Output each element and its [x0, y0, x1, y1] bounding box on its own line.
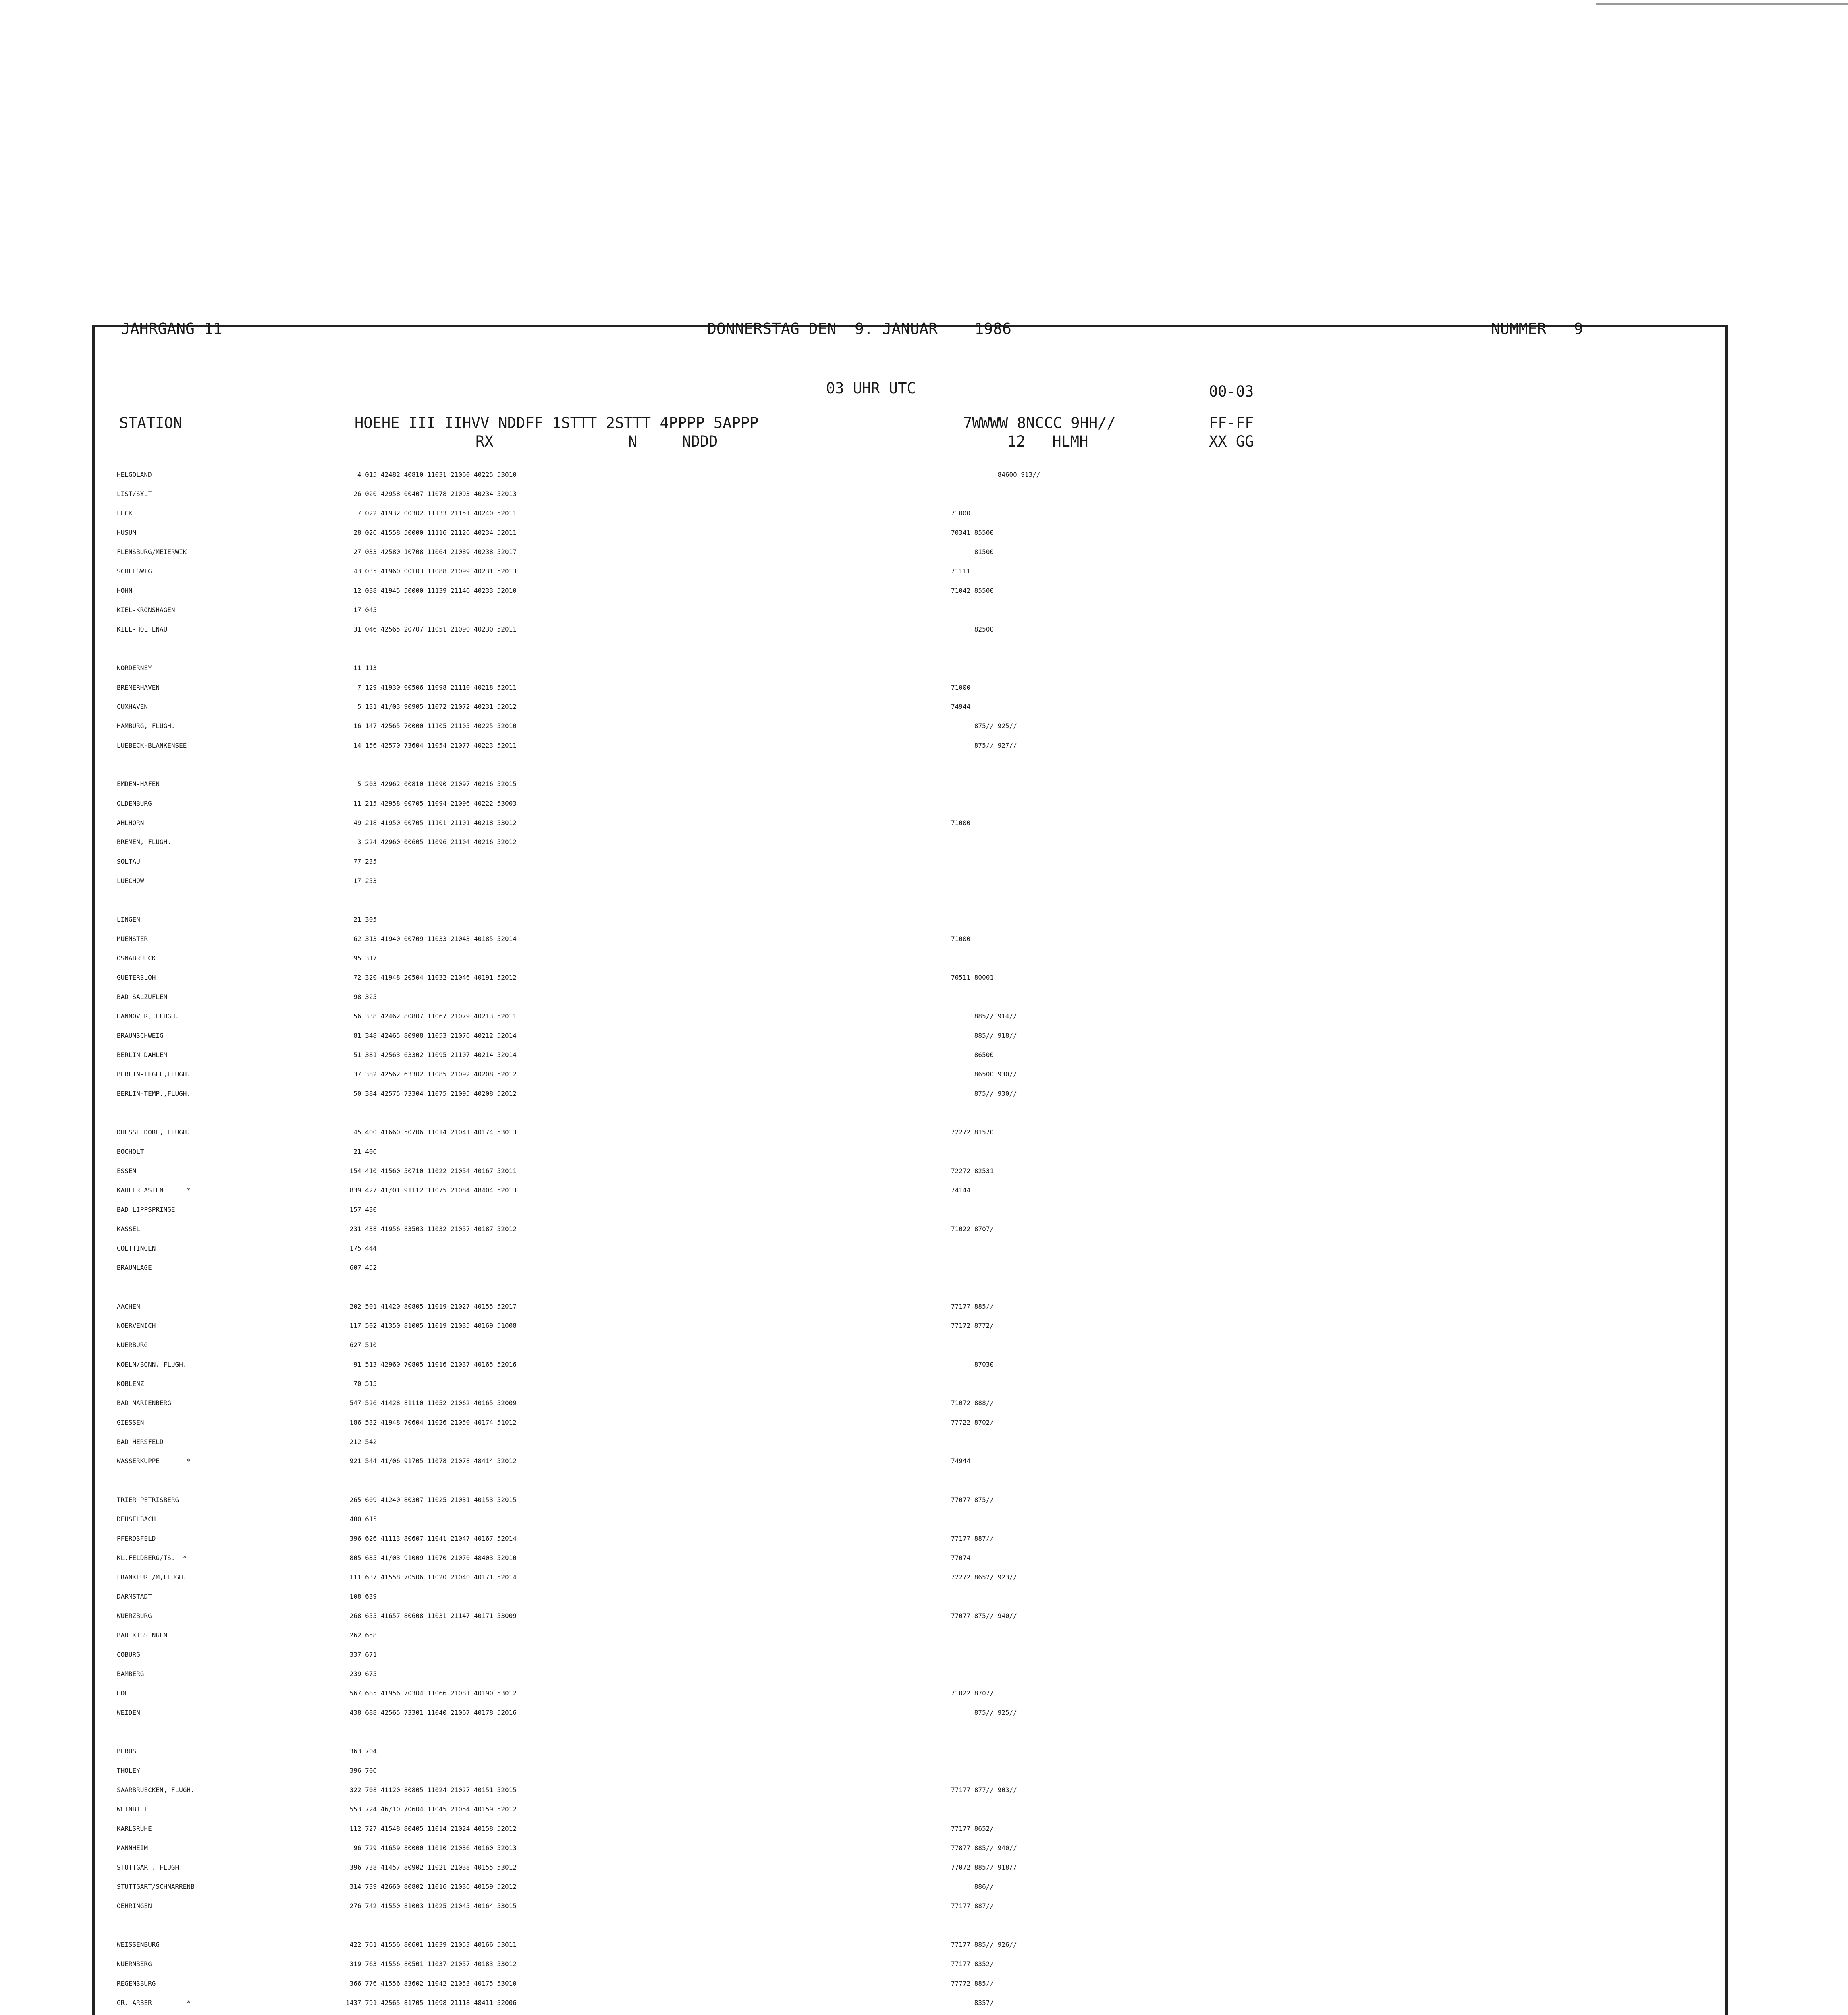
- table-row: [117, 1825, 1326, 1844]
- station-name: AACHEN: [117, 1302, 140, 1310]
- station-weather: 77074: [951, 1554, 971, 1562]
- station-weather: 77177 8352/: [951, 1960, 994, 1968]
- station-data: 91 513 42960 70805 11016 21037 40165 52016: [346, 1361, 517, 1368]
- station-data: 49 218 41950 00705 11101 21101 40218 53012: [346, 819, 517, 827]
- station-weather: 71111: [951, 567, 971, 575]
- station-name: DUESSELDORF, FLUGH.: [117, 1128, 191, 1136]
- table-row: [117, 1380, 1326, 1399]
- data-column-header: HOEHE III IIHVV NDDFF 1STTT 2STTT 4PPPP 5APPP: [355, 414, 759, 432]
- station-name: WEIDEN: [117, 1709, 140, 1716]
- table-row: [117, 1302, 1326, 1322]
- station-name: BERLIN-TEGEL,FLUGH.: [117, 1070, 191, 1078]
- station-data: 366 776 41556 83602 11042 21053 40175 53010: [346, 1980, 517, 1987]
- table-row: [117, 1767, 1326, 1786]
- table-row: [117, 1322, 1326, 1341]
- station-data: 396 706: [346, 1767, 377, 1774]
- station-name: BREMERHAVEN: [117, 683, 160, 691]
- top-edge-line: [1596, 3, 1848, 5]
- range-label: 00-03: [1209, 383, 1254, 400]
- station-weather: 72272 81570: [951, 1128, 994, 1136]
- table-row: [117, 1883, 1326, 1902]
- station-data: 322 708 41120 80805 11024 21027 40151 52015: [346, 1786, 517, 1794]
- table-row: [117, 974, 1326, 993]
- time-label: 03 UHR UTC: [826, 380, 916, 397]
- table-row: [117, 1167, 1326, 1186]
- station-name: NOERVENICH: [117, 1322, 156, 1329]
- station-name: SAARBRUECKEN, FLUGH.: [117, 1786, 195, 1794]
- station-weather: 77177 877// 903//: [951, 1786, 1017, 1794]
- station-name: OSNABRUECK: [117, 954, 156, 962]
- station-weather: 74944: [951, 1457, 971, 1465]
- table-row: [117, 954, 1326, 974]
- station-data: 37 382 42562 63302 11085 21092 40208 52012: [346, 1070, 517, 1078]
- table-row: [117, 819, 1326, 838]
- station-weather: 71022 8707/: [951, 1689, 994, 1697]
- station-weather: 71042 85500: [951, 587, 994, 594]
- table-row: [117, 993, 1326, 1012]
- station-weather: 84600 913//: [951, 471, 1040, 478]
- station-data: 262 658: [346, 1631, 377, 1639]
- table-row: [117, 1689, 1326, 1709]
- table-row: [117, 1747, 1326, 1767]
- station-data: 438 688 42565 73301 11040 21067 40178 52016: [346, 1709, 517, 1716]
- table-row: [117, 1709, 1326, 1728]
- station-data: 112 727 41548 80405 11014 21024 40158 52012: [346, 1825, 517, 1832]
- table-row: [117, 509, 1326, 529]
- table-row: [117, 722, 1326, 742]
- table-row: [117, 1070, 1326, 1090]
- table-row: [117, 1670, 1326, 1689]
- station-name: HOF: [117, 1689, 129, 1697]
- station-data: 11 113: [346, 664, 377, 672]
- station-data: 363 704: [346, 1747, 377, 1755]
- station-data: 239 675: [346, 1670, 377, 1678]
- station-data: 805 635 41/03 91009 11070 21070 48403 52010: [346, 1554, 517, 1562]
- station-data: 27 033 42580 10708 11064 21089 40238 52017: [346, 548, 517, 556]
- station-weather: 74144: [951, 1186, 971, 1194]
- station-data: 627 510: [346, 1341, 377, 1349]
- station-data: 7 022 41932 00302 11133 21151 40240 52011: [346, 509, 517, 517]
- table-row: [117, 1515, 1326, 1535]
- station-weather: 885// 918//: [951, 1032, 1017, 1039]
- station-weather: 77177 887//: [951, 1902, 994, 1910]
- station-weather: 72272 82531: [951, 1167, 994, 1175]
- station-name: KIEL-HOLTENAU: [117, 625, 168, 633]
- ff-column-header: FF-FF: [1209, 414, 1254, 432]
- station-data: 553 724 46/10 /0604 11045 21054 40159 52012: [346, 1805, 517, 1813]
- station-name: HOHN: [117, 587, 133, 594]
- table-row: [117, 587, 1326, 606]
- station-name: TRIER-PETRISBERG: [117, 1496, 179, 1504]
- station-weather: 885// 914//: [951, 1012, 1017, 1020]
- table-row: [117, 471, 1326, 490]
- table-row: [117, 1786, 1326, 1805]
- table-row: [117, 1980, 1326, 1999]
- station-name: BAD SALZUFLEN: [117, 993, 168, 1001]
- station-data: 96 729 41659 80000 11010 21036 40160 52013: [346, 1844, 517, 1852]
- station-data: 157 430: [346, 1206, 377, 1213]
- table-row: [117, 1554, 1326, 1573]
- station-data: 31 046 42565 20707 11051 21090 40230 52011: [346, 625, 517, 633]
- station-data: 45 400 41660 50706 11014 21041 40174 53013: [346, 1128, 517, 1136]
- station-data: 28 026 41558 50000 11116 21126 40234 52011: [346, 529, 517, 536]
- station-name: KASSEL: [117, 1225, 140, 1233]
- table-row: [117, 1012, 1326, 1032]
- table-row: [117, 1361, 1326, 1380]
- station-data: 108 639: [346, 1593, 377, 1600]
- station-data: 14 156 42570 73604 11054 21077 40223 52011: [346, 742, 517, 749]
- station-weather: 8357/: [951, 1999, 994, 2007]
- station-name: MANNHEIM: [117, 1844, 148, 1852]
- table-row: [117, 1051, 1326, 1070]
- table-row: [117, 1244, 1326, 1264]
- station-name: PFERDSFELD: [117, 1535, 156, 1542]
- station-data: 17 253: [346, 877, 377, 885]
- station-data: 50 384 42575 73304 11075 21095 40208 52012: [346, 1090, 517, 1097]
- date-label: DONNERSTAG DEN 9. JANUAR 1986: [707, 320, 1011, 338]
- station-name: HUSUM: [117, 529, 137, 536]
- station-data: 5 131 41/03 90905 11072 21072 40231 52012: [346, 703, 517, 710]
- station-data: 98 325: [346, 993, 377, 1001]
- weather-column-subheader: 12 HLMH: [1007, 433, 1088, 450]
- station-name: EMDEN-HAFEN: [117, 780, 160, 788]
- station-data: 396 738 41457 80902 11021 21038 40155 53012: [346, 1863, 517, 1871]
- table-row: [117, 1148, 1326, 1167]
- table-row: [117, 1902, 1326, 1922]
- station-data: 480 615: [346, 1515, 377, 1523]
- station-weather: 70511 80001: [951, 974, 994, 981]
- weather-column-header: 7WWWW 8NCCC 9HH//: [963, 414, 1116, 432]
- table-row: [117, 1032, 1326, 1051]
- table-row: [117, 1225, 1326, 1244]
- station-name: LUEBECK-BLANKENSEE: [117, 742, 187, 749]
- station-name: KOBLENZ: [117, 1380, 144, 1388]
- station-data: 56 338 42462 80807 11067 21079 40213 52011: [346, 1012, 517, 1020]
- station-name: BAD LIPPSPRINGE: [117, 1206, 175, 1213]
- table-row: [117, 1805, 1326, 1825]
- station-data: 422 761 41556 80601 11039 21053 40166 53011: [346, 1941, 517, 1949]
- station-data: 70 515: [346, 1380, 377, 1388]
- station-data: 7 129 41930 00506 11098 21110 40218 52011: [346, 683, 517, 691]
- station-weather: 71022 8707/: [951, 1225, 994, 1233]
- station-weather: 875// 927//: [951, 742, 1017, 749]
- station-name: NUERBURG: [117, 1341, 148, 1349]
- station-data: 43 035 41960 00103 11088 21099 40231 52013: [346, 567, 517, 575]
- station-name: BRAUNLAGE: [117, 1264, 152, 1271]
- station-name: KOELN/BONN, FLUGH.: [117, 1361, 187, 1368]
- table-row: [117, 625, 1326, 645]
- table-row: [117, 916, 1326, 935]
- station-name: WUERZBURG: [117, 1612, 152, 1620]
- table-row: [117, 529, 1326, 548]
- table-row: [117, 742, 1326, 761]
- station-weather: 82500: [951, 625, 994, 633]
- table-row: [117, 1593, 1326, 1612]
- station-name: HELGOLAND: [117, 471, 152, 478]
- station-name: STUTTGART/SCHNARRENB: [117, 1883, 195, 1890]
- station-weather: 71000: [951, 683, 971, 691]
- table-row: [117, 1128, 1326, 1148]
- station-weather: 77077 875//: [951, 1496, 994, 1504]
- station-data: 212 542: [346, 1438, 377, 1446]
- station-weather: 71072 888//: [951, 1399, 994, 1407]
- station-data: 26 020 42958 00407 11078 21093 40234 52013: [346, 490, 517, 498]
- table-row: [117, 1612, 1326, 1631]
- station-data: 154 410 41560 50710 11022 21054 40167 52011: [346, 1167, 517, 1175]
- station-name: BRAUNSCHWEIG: [117, 1032, 164, 1039]
- station-name: THOLEY: [117, 1767, 140, 1774]
- ff-column-subheader: XX GG: [1209, 433, 1254, 450]
- station-name: BERLIN-DAHLEM: [117, 1051, 168, 1059]
- table-row: [117, 1438, 1326, 1457]
- table-row: [117, 877, 1326, 896]
- station-data: 117 502 41350 81005 11019 21035 40169 51008: [346, 1322, 517, 1329]
- station-data: 202 501 41420 80805 11019 21027 40155 52017: [346, 1302, 517, 1310]
- station-weather: 81500: [951, 548, 994, 556]
- station-data: 62 313 41940 00709 11033 21043 40185 52014: [346, 935, 517, 943]
- station-weather: 77877 885// 940//: [951, 1844, 1017, 1852]
- station-weather: 74944: [951, 703, 971, 710]
- station-weather: 77177 8652/: [951, 1825, 994, 1832]
- station-name: BREMEN, FLUGH.: [117, 838, 171, 846]
- station-data: 547 526 41428 81110 11052 21062 40165 52009: [346, 1399, 517, 1407]
- station-name: WEINBIET: [117, 1805, 148, 1813]
- table-row: [117, 800, 1326, 819]
- station-data: 111 637 41558 70506 11020 21040 40171 52014: [346, 1573, 517, 1581]
- station-name: DEUSELBACH: [117, 1515, 156, 1523]
- station-weather: 875// 930//: [951, 1090, 1017, 1097]
- station-name: KIEL-KRONSHAGEN: [117, 606, 175, 614]
- station-data: 186 532 41948 70604 11026 21050 40174 51012: [346, 1419, 517, 1426]
- station-data: 607 452: [346, 1264, 377, 1271]
- station-data: 396 626 41113 80607 11041 21047 40167 52014: [346, 1535, 517, 1542]
- station-weather: 875// 925//: [951, 1709, 1017, 1716]
- station-data: 319 763 41556 80501 11037 21057 40183 53012: [346, 1960, 517, 1968]
- station-weather: 77072 885// 918//: [951, 1863, 1017, 1871]
- station-weather: 77177 885//: [951, 1302, 994, 1310]
- station-data: 231 438 41956 83503 11032 21057 40187 52012: [346, 1225, 517, 1233]
- station-name: LECK: [117, 509, 133, 517]
- station-data: 12 038 41945 50000 11139 21146 40233 52010: [346, 587, 517, 594]
- table-row: [117, 1535, 1326, 1554]
- station-name: BAMBERG: [117, 1670, 144, 1678]
- table-row: [117, 1573, 1326, 1593]
- station-name: REGENSBURG: [117, 1980, 156, 1987]
- table-row: [117, 548, 1326, 567]
- station-data: 72 320 41948 20504 11032 21046 40191 52012: [346, 974, 517, 981]
- table-row: [117, 664, 1326, 683]
- table-row: [117, 683, 1326, 703]
- table-row: [117, 567, 1326, 587]
- station-name: GR. ARBER *: [117, 1999, 191, 2007]
- station-data: 11 215 42958 00705 11094 21096 40222 53003: [346, 800, 517, 807]
- station-data: 21 406: [346, 1148, 377, 1155]
- station-data: 337 671: [346, 1651, 377, 1658]
- table-row: [117, 838, 1326, 858]
- station-table: [117, 471, 1326, 2015]
- station-data: 839 427 41/01 91112 11075 21084 48404 52013: [346, 1186, 517, 1194]
- table-row: [117, 1941, 1326, 1960]
- table-row: [117, 1651, 1326, 1670]
- station-weather: 77722 8702/: [951, 1419, 994, 1426]
- station-name: HANNOVER, FLUGH.: [117, 1012, 179, 1020]
- station-data: 21 305: [346, 916, 377, 923]
- station-name: LIST/SYLT: [117, 490, 152, 498]
- station-weather: 72272 8652/ 923//: [951, 1573, 1017, 1581]
- station-name: BERUS: [117, 1747, 137, 1755]
- station-data: 81 348 42465 80908 11053 21076 40212 52014: [346, 1032, 517, 1039]
- table-row: [117, 1999, 1326, 2015]
- table-row: [117, 858, 1326, 877]
- table-row: [117, 780, 1326, 800]
- table-row: [117, 1341, 1326, 1361]
- table-row: [117, 1496, 1326, 1515]
- station-data: 567 685 41956 70304 11066 21081 40190 53012: [346, 1689, 517, 1697]
- station-weather: 70341 85500: [951, 529, 994, 536]
- station-data: 175 444: [346, 1244, 377, 1252]
- station-name: OEHRINGEN: [117, 1902, 152, 1910]
- station-name: FRANKFURT/M,FLUGH.: [117, 1573, 187, 1581]
- station-data: 314 739 42660 80802 11016 21036 40159 52012: [346, 1883, 517, 1890]
- station-name: OLDENBURG: [117, 800, 152, 807]
- station-weather: 77172 8772/: [951, 1322, 994, 1329]
- station-name: BERLIN-TEMP.,FLUGH.: [117, 1090, 191, 1097]
- table-row: [117, 1631, 1326, 1651]
- table-row: [117, 1206, 1326, 1225]
- station-weather: 86500 930//: [951, 1070, 1017, 1078]
- station-weather: 875// 925//: [951, 722, 1017, 730]
- station-name: BAD KISSINGEN: [117, 1631, 168, 1639]
- station-column-header: STATION: [119, 414, 182, 432]
- station-name: GUETERSLOH: [117, 974, 156, 981]
- station-name: NORDERNEY: [117, 664, 152, 672]
- station-weather: 886//: [951, 1883, 994, 1890]
- station-data: 95 317: [346, 954, 377, 962]
- station-data: 921 544 41/06 91705 11078 21078 48414 52012: [346, 1457, 517, 1465]
- station-name: COBURG: [117, 1651, 140, 1658]
- station-name: BOCHOLT: [117, 1148, 144, 1155]
- station-weather: 86500: [951, 1051, 994, 1059]
- station-name: AHLHORN: [117, 819, 144, 827]
- station-name: LINGEN: [117, 916, 140, 923]
- station-name: LUECHOW: [117, 877, 144, 885]
- table-row: [117, 1090, 1326, 1109]
- station-name: DARMSTADT: [117, 1593, 152, 1600]
- table-row: [117, 935, 1326, 954]
- station-weather: 71000: [951, 935, 971, 943]
- station-data: 265 609 41240 80307 11025 21031 40153 52015: [346, 1496, 517, 1504]
- station-data: 4 015 42482 40810 11031 21060 40225 53010: [346, 471, 517, 478]
- table-row: [117, 606, 1326, 625]
- station-weather: 71000: [951, 819, 971, 827]
- station-name: CUXHAVEN: [117, 703, 148, 710]
- station-name: SCHLESWIG: [117, 567, 152, 575]
- jahrgang-label: JAHRGANG 11: [121, 320, 222, 338]
- station-name: KAHLER ASTEN *: [117, 1186, 191, 1194]
- table-row: [117, 1264, 1326, 1283]
- station-data: 1437 791 42565 81705 11098 21118 48411 52006: [346, 1999, 517, 2007]
- station-weather: 77077 875// 940//: [951, 1612, 1017, 1620]
- station-name: STUTTGART, FLUGH.: [117, 1863, 183, 1871]
- station-data: 16 147 42565 70000 11105 21105 40225 52010: [346, 722, 517, 730]
- station-weather: 71000: [951, 509, 971, 517]
- station-data: 17 045: [346, 606, 377, 614]
- station-data: 276 742 41550 81003 11025 21045 40164 53015: [346, 1902, 517, 1910]
- station-name: FLENSBURG/MEIERWIK: [117, 548, 187, 556]
- station-name: HAMBURG, FLUGH.: [117, 722, 175, 730]
- station-name: GIESSEN: [117, 1419, 144, 1426]
- station-name: ESSEN: [117, 1167, 137, 1175]
- table-row: [117, 1960, 1326, 1980]
- station-data: 268 655 41657 80608 11031 21147 40171 53009: [346, 1612, 517, 1620]
- table-row: [117, 703, 1326, 722]
- station-name: BAD MARIENBERG: [117, 1399, 171, 1407]
- table-row: [117, 1419, 1326, 1438]
- table-row: [117, 1863, 1326, 1883]
- data-column-subheader: RX N NDDD: [475, 433, 718, 450]
- station-weather: 87030: [951, 1361, 994, 1368]
- station-name: KARLSRUHE: [117, 1825, 152, 1832]
- station-weather: 77772 885//: [951, 1980, 994, 1987]
- station-data: 5 203 42962 00810 11090 21097 40216 52015: [346, 780, 517, 788]
- station-name: KL.FELDBERG/TS. *: [117, 1554, 187, 1562]
- station-name: SOLTAU: [117, 858, 140, 865]
- table-row: [117, 1186, 1326, 1206]
- nummer-label: NUMMER 9: [1491, 320, 1583, 338]
- station-data: 77 235: [346, 858, 377, 865]
- station-weather: 77177 887//: [951, 1535, 994, 1542]
- station-weather: 77177 885// 926//: [951, 1941, 1017, 1949]
- station-data: 3 224 42960 00605 11096 21104 40216 52012: [346, 838, 517, 846]
- station-name: WASSERKUPPE *: [117, 1457, 191, 1465]
- station-data: 51 381 42563 63302 11095 21107 40214 52014: [346, 1051, 517, 1059]
- station-name: NUERNBERG: [117, 1960, 152, 1968]
- station-name: MUENSTER: [117, 935, 148, 943]
- table-row: [117, 1457, 1326, 1477]
- table-row: [117, 490, 1326, 509]
- table-row: [117, 1399, 1326, 1419]
- table-row: [117, 1844, 1326, 1863]
- station-name: BAD HERSFELD: [117, 1438, 164, 1446]
- station-name: WEISSENBURG: [117, 1941, 160, 1949]
- station-name: GOETTINGEN: [117, 1244, 156, 1252]
